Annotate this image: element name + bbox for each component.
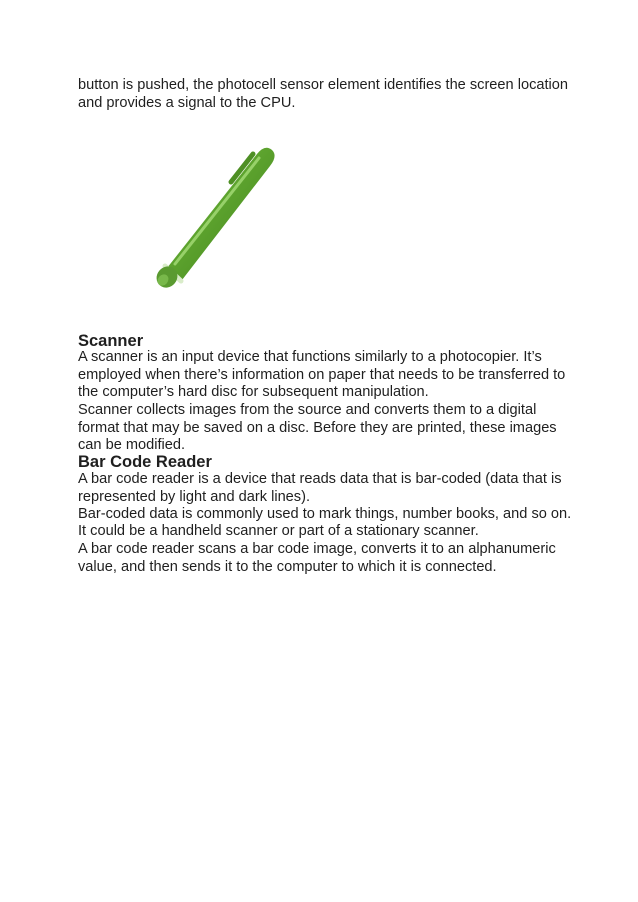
barcode-paragraph-1: A bar code reader is a device that reads data that is bar-coded (data that is represented by light and dark lines). [78, 471, 562, 505]
scanner-paragraph-2: Scanner collects images from the source and converts them to a digital format that may be saved on a disc. Before they are printed, these images can be modified. [78, 402, 557, 454]
scanner-paragraph-1: A scanner is an input device that functions similarly to a photocopier. It’s employed when there’s information on paper that needs to be transferred to the computer’s hard disc for subsequent manipulation. [78, 349, 566, 401]
scanner-heading: Scanner [78, 332, 144, 350]
barcode-paragraph-2: Bar-coded data is commonly used to mark things, number books, and so on. [78, 506, 572, 522]
barcode-heading: Bar Code Reader [78, 453, 212, 471]
barcode-paragraph-3: It could be a handheld scanner or part of a stationary scanner. [78, 523, 479, 539]
intro-paragraph: button is pushed, the photocell sensor element identifies the screen location and provides a signal to the CPU. [78, 77, 569, 111]
stylus-pen-icon [145, 140, 285, 295]
barcode-paragraph-4: A bar code reader scans a bar code image, converts it to an alphanumeric value, and then sends it to the computer to which it is connected. [78, 541, 556, 575]
